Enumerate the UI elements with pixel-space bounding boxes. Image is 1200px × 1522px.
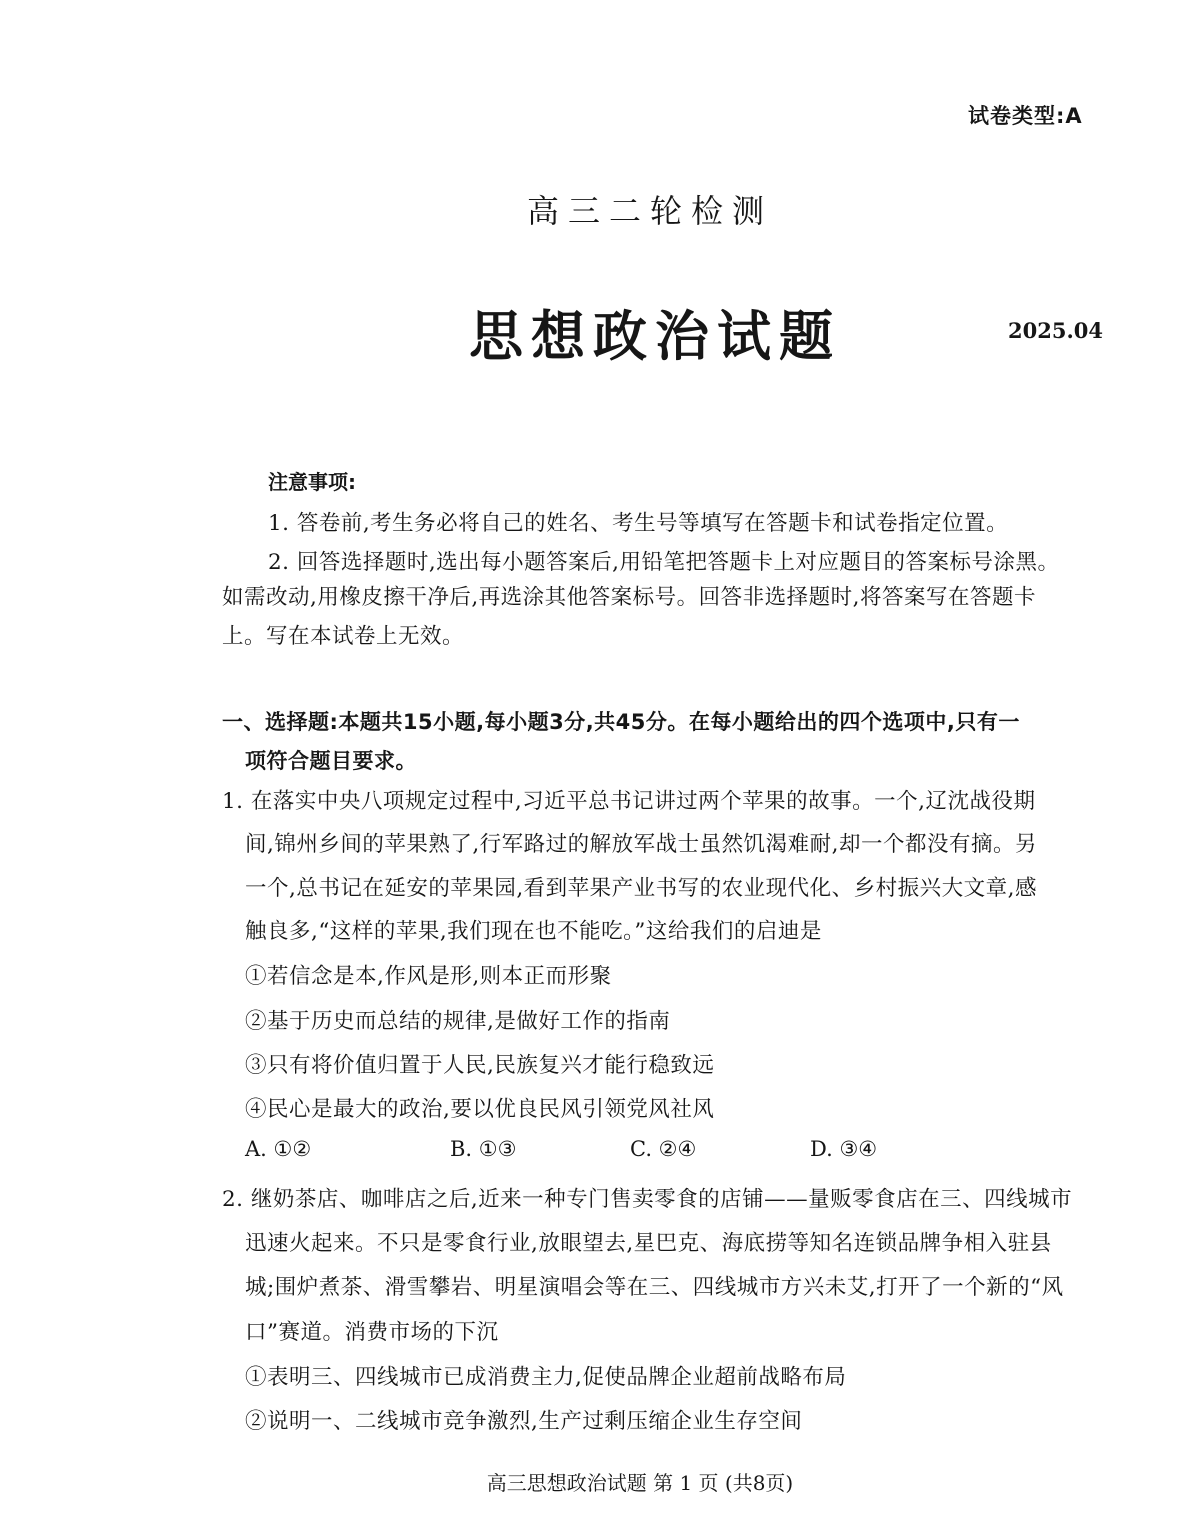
question-1-line-4: 触良多,“这样的苹果,我们现在也不能吃。”这给我们的启迪是: [245, 919, 822, 944]
question-2-line-4: 口”赛道。消费市场的下沉: [245, 1320, 499, 1345]
question-2-line-2: 迅速火起来。不只是零食行业,放眼望去,星巴克、海底捞等知名连锁品牌争相入驻县: [245, 1231, 1052, 1256]
question-1-answer-c: C. ②④: [630, 1137, 697, 1161]
question-1-answer-a: A. ①②: [245, 1137, 312, 1161]
question-1-option-4: ④民心是最大的政治,要以优良民风引领党风社风: [245, 1097, 715, 1122]
section-heading-line-1: 一、选择题:本题共15小题,每小题3分,共45分。在每小题给出的四个选项中,只有一: [222, 710, 1020, 734]
section-heading-line-2: 项符合题目要求。: [245, 749, 417, 773]
notes-item-2-line-3: 上。写在本试卷上无效。: [222, 624, 465, 649]
notes-item-2-line-1: 2. 回答选择题时,选出每小题答案后,用铅笔把答题卡上对应题目的答案标号涂黑。: [268, 550, 1060, 575]
question-1-answer-d: D. ③④: [810, 1137, 878, 1161]
question-1-option-1: ①若信念是本,作风是形,则本正而形聚: [245, 964, 612, 989]
question-2-line-3: 城;围炉煮茶、滑雪攀岩、明星演唱会等在三、四线城市方兴未艾,打开了一个新的“风: [245, 1275, 1064, 1300]
question-1-line-1: 1. 在落实中央八项规定过程中,习近平总书记讲过两个苹果的故事。一个,辽沈战役期: [222, 789, 1036, 814]
paper-type-label: 试卷类型:A: [968, 104, 1083, 128]
notes-item-2-line-2: 如需改动,用橡皮擦干净后,再选涂其他答案标号。回答非选择题时,将答案写在答题卡: [222, 585, 1037, 610]
question-1-line-3: 一个,总书记在延安的苹果园,看到苹果产业书写的农业现代化、乡村振兴大文章,感: [245, 876, 1038, 901]
question-1-option-2: ②基于历史而总结的规律,是做好工作的指南: [245, 1009, 671, 1034]
notes-item-1: 1. 答卷前,考生务必将自己的姓名、考生号等填写在答题卡和试卷指定位置。: [268, 511, 1009, 536]
question-1-option-3: ③只有将价值归置于人民,民族复兴才能行稳致远: [245, 1053, 715, 1078]
exam-subtitle: 高三二轮检测: [526, 192, 773, 230]
question-2-option-2: ②说明一、二线城市竞争激烈,生产过剩压缩企业生存空间: [245, 1409, 803, 1434]
question-1-answer-b: B. ①③: [450, 1137, 517, 1161]
question-2-line-1: 2. 继奶茶店、咖啡店之后,近来一种专门售卖零食的店铺——量贩零食店在三、四线城市: [222, 1187, 1073, 1212]
question-1-line-2: 间,锦州乡间的苹果熟了,行军路过的解放军战士虽然饥渴难耐,却一个都没有摘。另: [245, 832, 1038, 857]
page-footer: 高三思想政治试题 第 1 页 (共8页): [486, 1471, 794, 1495]
exam-title: 思想政治试题: [469, 304, 841, 368]
notes-heading: 注意事项:: [268, 470, 356, 494]
question-2-option-1: ①表明三、四线城市已成消费主力,促使品牌企业超前战略布局: [245, 1365, 847, 1390]
exam-date: 2025.04: [1008, 318, 1103, 343]
